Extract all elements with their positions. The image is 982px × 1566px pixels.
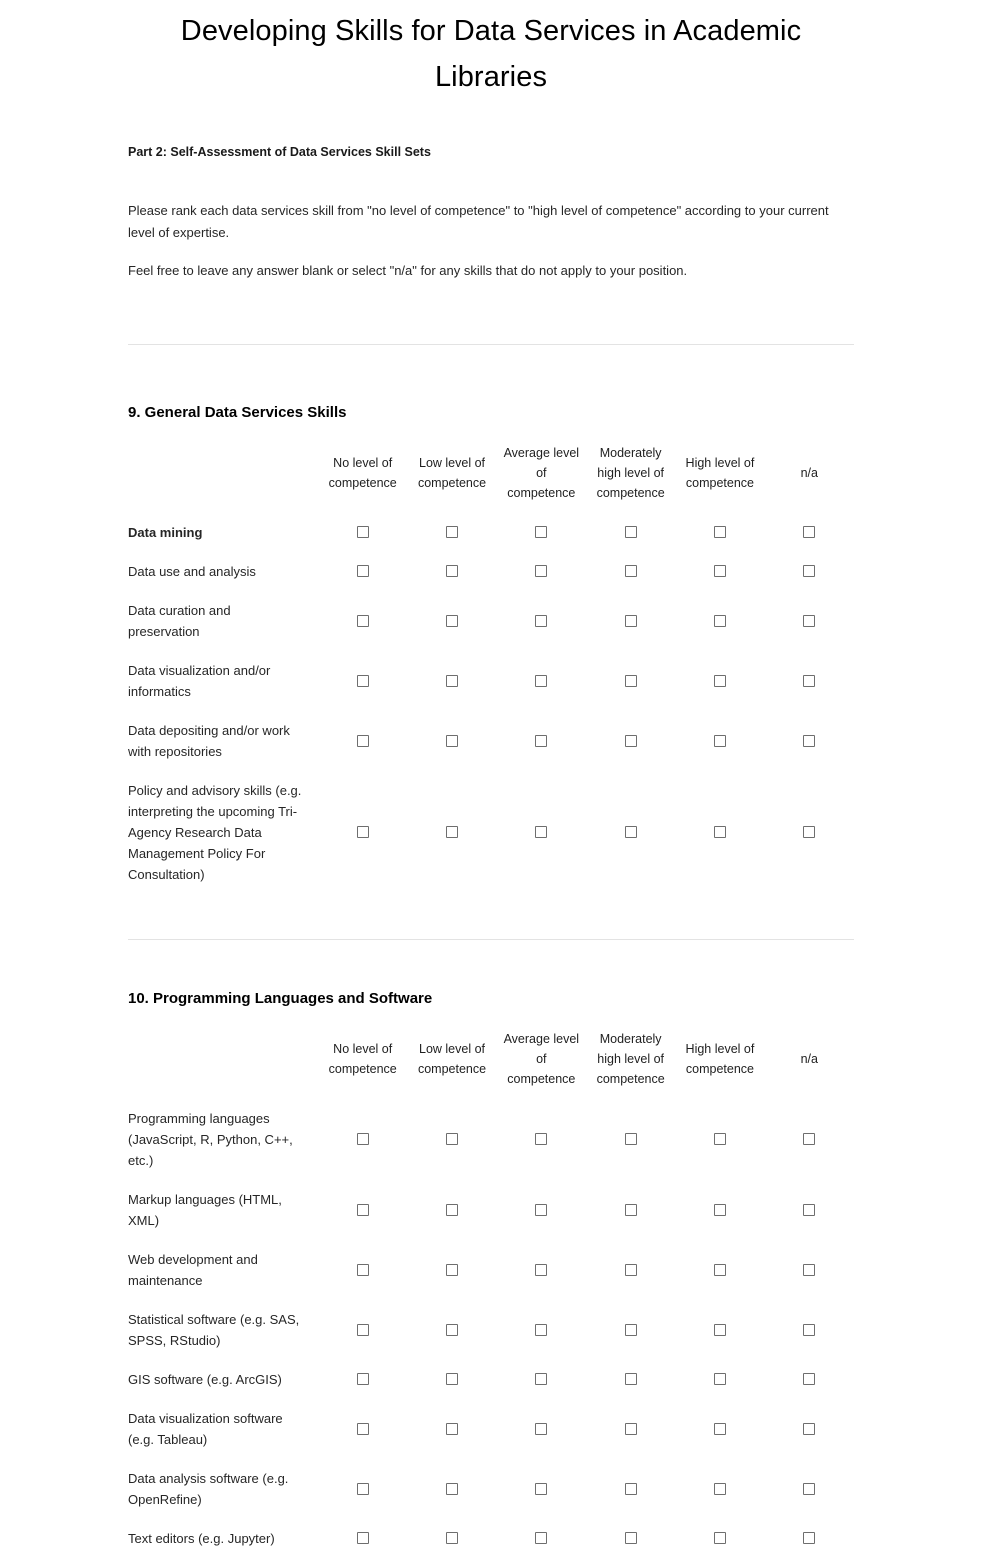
checkbox[interactable]: [625, 1532, 637, 1544]
intro-paragraph-1: Please rank each data services skill from "no level of competence" to "high level of competence" according to your current level of expertise.: [128, 203, 829, 240]
checkbox-cell[interactable]: [407, 711, 496, 771]
checkbox-cell[interactable]: [675, 1360, 764, 1399]
checkbox-cell[interactable]: [675, 711, 764, 771]
checkbox[interactable]: [625, 1264, 637, 1276]
checkbox-cell[interactable]: [675, 1099, 764, 1180]
checkbox-cell[interactable]: [318, 1300, 407, 1360]
checkbox-cell[interactable]: [586, 711, 675, 771]
matrix-corner: [128, 1027, 318, 1099]
checkbox[interactable]: [625, 1423, 637, 1435]
checkbox[interactable]: [357, 1423, 369, 1435]
checkbox[interactable]: [803, 1264, 815, 1276]
checkbox-cell[interactable]: [497, 1099, 586, 1180]
checkbox-cell[interactable]: [765, 711, 854, 771]
row-label-data-visualization-informatics: Data visualization and/or informatics: [128, 663, 271, 699]
table-row: [128, 591, 854, 651]
checkbox[interactable]: [357, 826, 369, 838]
checkbox[interactable]: [714, 526, 726, 538]
checkbox-cell[interactable]: [318, 1399, 407, 1459]
checkbox[interactable]: [446, 675, 458, 687]
checkbox-cell[interactable]: [497, 771, 586, 894]
checkbox[interactable]: [714, 826, 726, 838]
checkbox-cell[interactable]: [586, 651, 675, 711]
column-header-low-level: Low level of competence: [417, 456, 487, 490]
checkbox-cell[interactable]: [497, 1399, 586, 1459]
checkbox[interactable]: [535, 1532, 547, 1544]
checkbox[interactable]: [625, 735, 637, 747]
checkbox[interactable]: [803, 1324, 815, 1336]
checkbox[interactable]: [357, 675, 369, 687]
checkbox[interactable]: [803, 826, 815, 838]
row-label-web-development: Web development and maintenance: [128, 1252, 258, 1288]
checkbox[interactable]: [535, 1133, 547, 1145]
table-row: [128, 1399, 854, 1459]
checkbox-cell[interactable]: [318, 1360, 407, 1399]
checkbox[interactable]: [535, 675, 547, 687]
checkbox-cell[interactable]: [318, 552, 407, 591]
checkbox-cell[interactable]: [407, 771, 496, 894]
column-header-moderately-high-level: Moderately high level of competence: [596, 446, 665, 500]
question-block-10: [128, 940, 854, 1558]
checkbox-cell[interactable]: [318, 1459, 407, 1519]
checkbox-cell[interactable]: [497, 1360, 586, 1399]
checkbox[interactable]: [803, 1373, 815, 1385]
checkbox-cell[interactable]: [497, 552, 586, 591]
checkbox[interactable]: [535, 735, 547, 747]
checkbox-cell[interactable]: [765, 1099, 854, 1180]
checkbox-cell[interactable]: [765, 1240, 854, 1300]
table-row: [128, 1519, 854, 1558]
checkbox-cell[interactable]: [407, 1459, 496, 1519]
checkbox-cell[interactable]: [675, 651, 764, 711]
matrix-question-10: [128, 1027, 854, 1558]
checkbox-cell[interactable]: [318, 711, 407, 771]
checkbox[interactable]: [446, 526, 458, 538]
checkbox-cell[interactable]: [407, 513, 496, 552]
checkbox[interactable]: [803, 675, 815, 687]
checkbox[interactable]: [714, 1532, 726, 1544]
checkbox-cell[interactable]: [318, 1240, 407, 1300]
checkbox[interactable]: [535, 1423, 547, 1435]
question-10-heading: 10. Programming Languages and Software: [128, 990, 433, 1007]
checkbox-cell[interactable]: [586, 771, 675, 894]
checkbox-cell[interactable]: [586, 1399, 675, 1459]
row-label-policy-and-advisory-skills: Policy and advisory skills (e.g. interpreting the upcoming Tri-Agency Research Data Management Policy For Consultation): [128, 783, 302, 882]
checkbox[interactable]: [714, 615, 726, 627]
form-content: [0, 100, 982, 1566]
checkbox[interactable]: [625, 1483, 637, 1495]
matrix-header-row: [128, 441, 854, 513]
column-header-na: n/a: [800, 1052, 818, 1066]
table-row: [128, 552, 854, 591]
table-row: [128, 1300, 854, 1360]
row-label-programming-languages: Programming languages (JavaScript, R, Python, C++, etc.): [128, 1111, 293, 1168]
checkbox[interactable]: [714, 1483, 726, 1495]
row-label-data-mining: Data mining: [128, 525, 203, 540]
part-heading: Part 2: Self-Assessment of Data Services Skill Sets: [128, 145, 431, 159]
checkbox[interactable]: [803, 1423, 815, 1435]
checkbox[interactable]: [446, 615, 458, 627]
checkbox[interactable]: [446, 735, 458, 747]
checkbox[interactable]: [535, 565, 547, 577]
column-header-no-level: No level of competence: [328, 456, 397, 490]
checkbox-cell[interactable]: [497, 711, 586, 771]
checkbox[interactable]: [625, 675, 637, 687]
matrix-header-row: [128, 1027, 854, 1099]
matrix-corner: [128, 441, 318, 513]
checkbox-cell[interactable]: [407, 552, 496, 591]
table-row: [128, 1360, 854, 1399]
checkbox[interactable]: [357, 1133, 369, 1145]
row-label-data-visualization-software: Data visualization software (e.g. Tableau): [128, 1411, 283, 1447]
column-header-high-level: High level of competence: [685, 1042, 755, 1076]
checkbox[interactable]: [446, 565, 458, 577]
bottom-spacer: [128, 1558, 854, 1566]
checkbox-cell[interactable]: [765, 1180, 854, 1240]
checkbox-cell[interactable]: [765, 1519, 854, 1558]
checkbox-cell[interactable]: [675, 552, 764, 591]
checkbox[interactable]: [535, 1324, 547, 1336]
intro-paragraph-2: Feel free to leave any answer blank or select "n/a" for any skills that do not apply to your position.: [128, 263, 688, 278]
checkbox[interactable]: [803, 1483, 815, 1495]
table-row: [128, 771, 854, 894]
table-row: [128, 513, 854, 552]
checkbox[interactable]: [357, 735, 369, 747]
checkbox[interactable]: [535, 826, 547, 838]
checkbox[interactable]: [357, 1264, 369, 1276]
checkbox-cell[interactable]: [675, 1180, 764, 1240]
table-row: [128, 1099, 854, 1180]
checkbox[interactable]: [803, 735, 815, 747]
checkbox[interactable]: [446, 826, 458, 838]
checkbox-cell[interactable]: [407, 1519, 496, 1558]
checkbox[interactable]: [803, 1133, 815, 1145]
checkbox[interactable]: [714, 735, 726, 747]
checkbox-cell[interactable]: [407, 1360, 496, 1399]
checkbox[interactable]: [625, 565, 637, 577]
checkbox[interactable]: [357, 565, 369, 577]
checkbox-cell[interactable]: [675, 1240, 764, 1300]
row-label-data-depositing-repositories: Data depositing and/or work with repositories: [128, 723, 290, 759]
checkbox[interactable]: [625, 1373, 637, 1385]
checkbox[interactable]: [625, 615, 637, 627]
checkbox-cell[interactable]: [407, 1099, 496, 1180]
checkbox[interactable]: [714, 1204, 726, 1216]
row-label-gis-software: GIS software (e.g. ArcGIS): [128, 1372, 282, 1387]
checkbox[interactable]: [535, 1264, 547, 1276]
checkbox[interactable]: [714, 1133, 726, 1145]
checkbox-cell[interactable]: [765, 513, 854, 552]
checkbox-cell[interactable]: [407, 1240, 496, 1300]
checkbox[interactable]: [535, 1204, 547, 1216]
checkbox-cell[interactable]: [318, 591, 407, 651]
checkbox-cell[interactable]: [675, 1459, 764, 1519]
checkbox[interactable]: [446, 1532, 458, 1544]
table-row: [128, 1240, 854, 1300]
checkbox[interactable]: [625, 1204, 637, 1216]
checkbox-cell[interactable]: [497, 1240, 586, 1300]
column-header-low-level: Low level of competence: [417, 1042, 487, 1076]
checkbox[interactable]: [535, 1483, 547, 1495]
checkbox[interactable]: [803, 526, 815, 538]
checkbox-cell[interactable]: [407, 591, 496, 651]
checkbox[interactable]: [714, 675, 726, 687]
checkbox-cell[interactable]: [407, 1399, 496, 1459]
checkbox[interactable]: [803, 565, 815, 577]
checkbox[interactable]: [625, 1133, 637, 1145]
checkbox[interactable]: [625, 1324, 637, 1336]
checkbox-cell[interactable]: [675, 513, 764, 552]
checkbox[interactable]: [535, 1373, 547, 1385]
checkbox-cell[interactable]: [675, 1519, 764, 1558]
checkbox[interactable]: [714, 1264, 726, 1276]
row-label-data-use-and-analysis: Data use and analysis: [128, 564, 256, 579]
checkbox[interactable]: [357, 526, 369, 538]
checkbox[interactable]: [714, 565, 726, 577]
row-label-text-editors: Text editors (e.g. Jupyter): [128, 1531, 275, 1546]
checkbox[interactable]: [535, 615, 547, 627]
checkbox[interactable]: [446, 1373, 458, 1385]
row-label-data-analysis-software: Data analysis software (e.g. OpenRefine): [128, 1471, 289, 1507]
checkbox-cell[interactable]: [586, 591, 675, 651]
checkbox[interactable]: [535, 526, 547, 538]
checkbox-cell[interactable]: [407, 1300, 496, 1360]
checkbox-cell[interactable]: [407, 1180, 496, 1240]
checkbox[interactable]: [446, 1264, 458, 1276]
column-header-no-level: No level of competence: [328, 1042, 397, 1076]
checkbox-cell[interactable]: [318, 1180, 407, 1240]
row-label-data-curation-and-preservation: Data curation and preservation: [128, 603, 231, 639]
checkbox[interactable]: [714, 1324, 726, 1336]
checkbox-cell[interactable]: [765, 1300, 854, 1360]
checkbox-cell[interactable]: [765, 591, 854, 651]
column-header-high-level: High level of competence: [685, 456, 755, 490]
checkbox-cell[interactable]: [765, 1459, 854, 1519]
checkbox-cell[interactable]: [586, 1459, 675, 1519]
checkbox[interactable]: [357, 1324, 369, 1336]
row-label-markup-languages: Markup languages (HTML, XML): [128, 1192, 282, 1228]
checkbox-cell[interactable]: [765, 771, 854, 894]
column-header-average-level: Average level of competence: [503, 1032, 580, 1086]
checkbox-cell[interactable]: [586, 1099, 675, 1180]
checkbox-cell[interactable]: [407, 651, 496, 711]
checkbox-cell[interactable]: [586, 1240, 675, 1300]
checkbox-cell[interactable]: [318, 1519, 407, 1558]
checkbox-cell[interactable]: [497, 1519, 586, 1558]
checkbox-cell[interactable]: [497, 651, 586, 711]
checkbox-cell[interactable]: [497, 1180, 586, 1240]
checkbox-cell[interactable]: [586, 1180, 675, 1240]
column-header-moderately-high-level: Moderately high level of competence: [596, 1032, 665, 1086]
table-row: [128, 1180, 854, 1240]
checkbox[interactable]: [446, 1133, 458, 1145]
checkbox[interactable]: [625, 826, 637, 838]
matrix-question-9: [128, 441, 854, 894]
checkbox-cell[interactable]: [675, 1300, 764, 1360]
checkbox[interactable]: [357, 1204, 369, 1216]
checkbox[interactable]: [357, 1483, 369, 1495]
row-label-statistical-software: Statistical software (e.g. SAS, SPSS, RStudio): [128, 1312, 300, 1348]
table-row: [128, 711, 854, 771]
checkbox-cell[interactable]: [318, 771, 407, 894]
table-row: [128, 651, 854, 711]
checkbox[interactable]: [357, 1373, 369, 1385]
checkbox-cell[interactable]: [586, 1519, 675, 1558]
checkbox[interactable]: [446, 1324, 458, 1336]
checkbox-cell[interactable]: [586, 552, 675, 591]
checkbox[interactable]: [446, 1423, 458, 1435]
checkbox[interactable]: [357, 1532, 369, 1544]
checkbox[interactable]: [446, 1204, 458, 1216]
checkbox-cell[interactable]: [586, 1300, 675, 1360]
checkbox-cell[interactable]: [765, 552, 854, 591]
checkbox-cell[interactable]: [675, 591, 764, 651]
checkbox[interactable]: [625, 526, 637, 538]
checkbox-cell[interactable]: [586, 1360, 675, 1399]
checkbox-cell[interactable]: [497, 513, 586, 552]
checkbox[interactable]: [803, 615, 815, 627]
checkbox-cell[interactable]: [497, 591, 586, 651]
checkbox[interactable]: [357, 615, 369, 627]
checkbox[interactable]: [803, 1204, 815, 1216]
checkbox[interactable]: [714, 1423, 726, 1435]
table-row: [128, 1459, 854, 1519]
checkbox-cell[interactable]: [318, 513, 407, 552]
checkbox-cell[interactable]: [675, 1399, 764, 1459]
checkbox[interactable]: [714, 1373, 726, 1385]
checkbox[interactable]: [803, 1532, 815, 1544]
checkbox-cell[interactable]: [497, 1459, 586, 1519]
checkbox-cell[interactable]: [765, 1399, 854, 1459]
checkbox-cell[interactable]: [586, 513, 675, 552]
checkbox[interactable]: [446, 1483, 458, 1495]
page-title: Developing Skills for Data Services in Academic Libraries: [180, 15, 802, 93]
column-header-na: n/a: [800, 466, 818, 480]
checkbox-cell[interactable]: [765, 651, 854, 711]
checkbox-cell[interactable]: [765, 1360, 854, 1399]
column-header-average-level: Average level of competence: [503, 446, 580, 500]
question-9-heading: 9. General Data Services Skills: [128, 404, 347, 421]
checkbox-cell[interactable]: [675, 771, 764, 894]
checkbox-cell[interactable]: [497, 1300, 586, 1360]
checkbox-cell[interactable]: [318, 1099, 407, 1180]
checkbox-cell[interactable]: [318, 651, 407, 711]
question-block-9: [128, 345, 854, 894]
